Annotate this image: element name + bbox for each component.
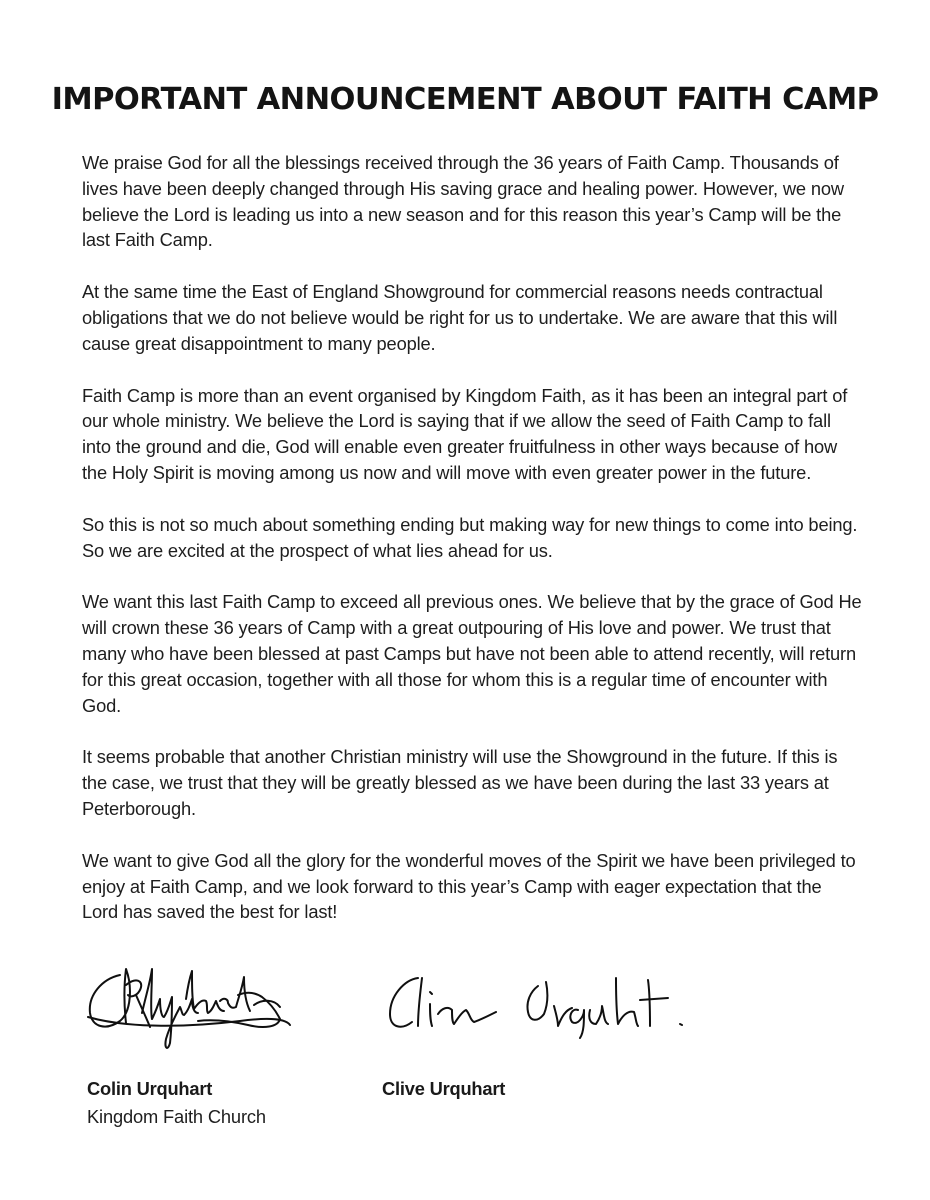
signatory-name-colin: Colin Urquhart [87,1078,213,1099]
signatory-name-clive: Clive Urquhart [382,1078,506,1099]
paragraph-3: Faith Camp is more than an event organised by Kingdom Faith, as it has been an integral part of our whole ministry. We believe the Lord is saying that if we allow the seed of Faith Camp to fall into the ground and die, God will enable even greater fruitfulness in other ways because of how the Holy Spirit is moving among us now and will move with even greater power in the future. [82,384,848,483]
page-title: IMPORTANT ANNOUNCEMENT ABOUT FAITH CAMP [51,82,879,117]
announcement-body [82,150,862,951]
paragraph-7: We want to give God all the glory for the wonderful moves of the Spirit we have been privileged to enjoy at Faith Camp, and we look forward to this year’s Camp with eager expectation that the Lord has saved the best for last! [82,849,856,923]
paragraph-6: It seems probable that another Christian ministry will use the Showground in the future. If this is the case, we trust that they will be greatly blessed as we have been during the last 33 years at Peterborough. [82,746,838,819]
signature-clive-urquhart [378,970,708,1040]
signatory-organisation-colin: Kingdom Faith Church [87,1106,266,1127]
paragraph-1: We praise God for all the blessings received through the 36 years of Faith Camp. Thousands of lives have been deeply changed through His saving grace and healing power. However, we now believe the Lord is leading us into a new season and for this reason this year’s Camp will be the last Faith Camp. [82,152,844,251]
paragraph-5: We want this last Faith Camp to exceed all previous ones. We believe that by the grace of God He will crown these 36 years of Camp with a great outpouring of His love and power. We trust that many who have been blessed at past Camps but have not been able to attend recently, will return for this great occasion, together with all those for whom this is a regular time of encounter with God. [82,591,862,716]
paragraph-2: At the same time the East of England Showground for commercial reasons needs contractual obligations that we do not believe would be right for us to undertake. We are aware that this will cause great disappointment to many people. [82,281,838,354]
paragraph-4: So this is not so much about something ending but making way for new things to come into being. So we are excited at the prospect of what lies ahead for us. [82,513,858,561]
signature-colin-urquhart [80,955,300,1055]
